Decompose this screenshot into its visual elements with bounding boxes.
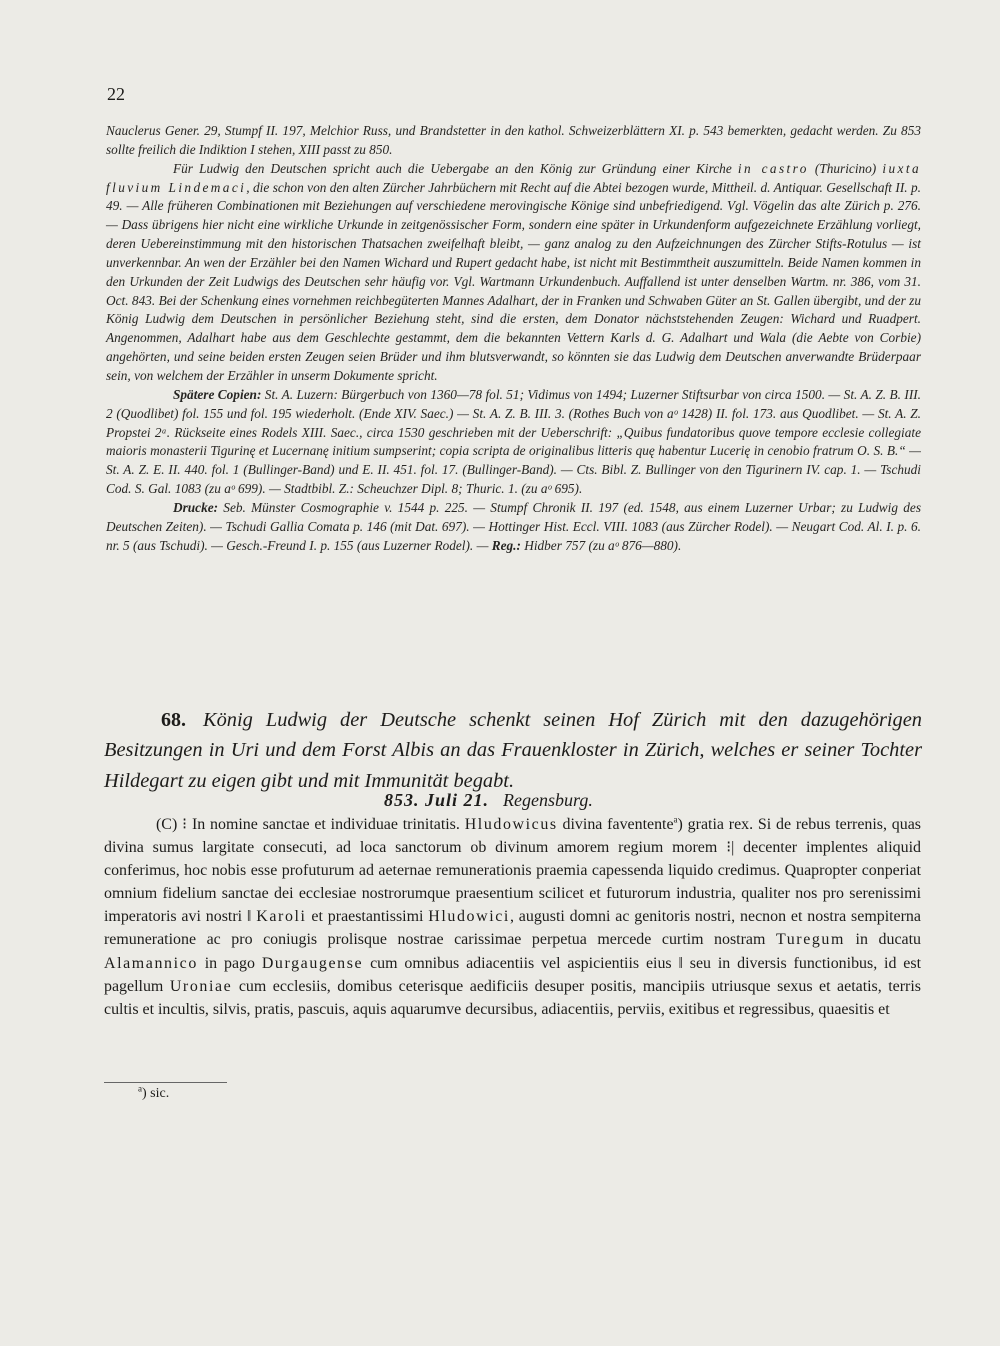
dateline	[384, 790, 784, 811]
charter-text	[104, 813, 921, 1021]
prints-text: Seb. Münster Cosmographie v. 1544 p. 225. — Stumpf Chronik II. 197 (ed. 1548, aus einem Luzerner Urbar; zu Ludwig des Deutschen Zeiten). — Tschudi Gallia Comata p. 146 (mit Dat. 697). — Hottinger Hist. Eccl. VIII. 1083 (aus Zürcher Rodel). — Neugart Cod. Al. I. p. 6. nr. 5 (aus Tschudi). — Gesch.-Freund I. p. 155 (aus Luzerner Rodel). —	[106, 499, 921, 553]
regest-text: Hidber 757 (zu aᵒ 876—880).	[520, 537, 682, 553]
charter-name: Hludowici	[428, 908, 510, 926]
charter-place-name: Uroniae	[169, 977, 233, 995]
charter-segment: ) gratia rex. Si de rebus terrenis, quas divina sumus largitate consecuti, ad loca sanctorum ob divinum amorem regium morem ⁝| decenter implentes aliquid conferimus, hoc nobis esse profuturum ad aeternae remunerationis praemia capessenda liquido credimus. Quapropter conperiat omnium fidelium sanctae dei ecclesiae nostrorumque praesentium scilicet et futurorum industria, qualiter nos pro serenissimi imperatoris avi nostri ‖	[104, 816, 922, 926]
charter-segment: , augusti domni ac genitoris nostri, necnon et nostra sempiterna remuneratione ac pro coniugis prolisque nostrae carissimae perpetua mercede curtim nostram	[104, 908, 921, 949]
charter-name: Hludowicus	[464, 816, 558, 833]
footnote-divider	[104, 1082, 227, 1083]
commentary-text: (Thuricino)	[808, 160, 883, 176]
page-number: 22	[107, 84, 125, 104]
charter-name: Karoli	[256, 908, 307, 926]
commentary-paragraph-1: Nauclerus Gener. 29, Stumpf II. 197, Melchior Russ, und Brandstetter in den kathol. Schweizerblättern XI. p. 543 bemerkten, gedacht werden. Zu 853 sollte freilich die Indiktion I stehen, XIII passt zu 850.	[106, 123, 921, 157]
later-copies-text: St. A. Luzern: Bürgerbuch von 1360—78 fol. 51; Vidimus von 1494; Luzerner Stiftsurbar von circa 1500. — St. A. Z. B. III. 2 (Quodlibet) fol. 155 und fol. 195 wiederholt. (Ende XIV. Saec.) — St. A. Z. B. III. 3. (Rothes Buch von aᵒ 1428) II. fol. 173. aus Quodlibet. — St. A. Z. Propstei 2ᵃ. Rückseite eines Rodels XIII. Saec., circa 1530 geschrieben mit der Ueberschrift: „Quibus fundatoribus quove tempore ecclesie collegiate maioris monasterii Tigurinę et Lucernanę initium sumpserint; copia scripta de originalibus litteris quę habentur Lucerię in cenobio fratrum O. S. B.“ — St. A. Z. E. II. 440. fol. 1 (Bullinger-Band) und E. II. 451. fol. 17. (Bullinger-Band). — Cts. Bibl. Z. Bullinger von den Tigurinern IV. cap. 1. — Tschudi Cod. S. Gal. 1083 (zu aᵒ 699). — Stadtbibl. Z.: Scheuchzer Dipl. 8; Thuric. 1. (zu aᵒ 695).	[106, 386, 921, 497]
footnote-reference: a	[673, 814, 678, 825]
commentary-spaced-text: in castro	[737, 160, 809, 176]
commentary-text: , die schon von den alten Zürcher Jahrbüchern mit Recht auf die Abtei bezogen wurde, Mittheil. d. Antiquar. Gesellschaft II. p. 49. — Alle früheren Combinationen mit Beziehungen auf verschiedene merovingische Könige sind unbefriedigend. Vgl. Vögelin das alte Zürich p. 276. — Dass übrigens hier nicht eine wirkliche Urkunde in zeitgenössischer Form, sondern eine später in Urkundenform aufgezeichnete Erzählung vorliegt, deren Uebereinstimmung mit den historischen Thatsachen zweifelhaft bleibt, — ganz analog zu den Aufzeichnungen des Zürcher Stifts-Rotulus — ist unverkennbar. An wen der Erzähler bei den Namen Wichard und Rupert gedacht habe, ist nicht mit Bestimmtheit auszumitteln. Beide Namen kommen in den Urkunden der Zeit Ludwigs des Deutschen sehr häufig vor. Vgl. Wartmann Urkundenbuch. Auffallend ist unter denselben Wartm. nr. 386, vom 31. Oct. 843. Bei der Schenkung eines vornehmen reichbegüterten Mannes Adalhart, der in Franken und Schwaben Güter an St. Gallen übergibt, und der zu König Ludwig dem Deutschen in persönlicher Beziehung steht, sind die ersten, dem Donator nächststehenden Zeugen: Wichard und Ruadpert. Angenommen, Adalhart habe aus dem Geschlechte gestammt, dem die bekannten Vettern Karls d. G. Adalhart und Wala (die Aebte von Corbie) angehörten, und seine beiden ersten Zeugen seien Brüder und ihm blutsverwandt, so könnten sie das Ludwig dem Deutschen anverwandte Brüderpaar sein, von welchem der Erzähler in unserm Dokumente spricht.	[106, 179, 921, 383]
commentary-text: Für Ludwig den Deutschen spricht auch die Uebergabe an den König zur Gründung einer Kirche	[173, 160, 738, 176]
charter-segment: (C) ⁝ In nomine sanctae et individuae trinitatis.	[156, 816, 465, 833]
document-heading	[104, 705, 922, 796]
charter-place-name: Alamannico	[104, 954, 198, 972]
charter-segment: cum ecclesiis, domibus ceterisque aedificiis desuper positis, mancipiis utriusque sexus et aetatis, terris cultis et incultis, silvis, pratis, pascuis, aquis aquarumve decursibus, adiacentiis, perviis, exitibus et regressibus, quaesitis et	[104, 977, 921, 1018]
commentary-notes	[106, 122, 921, 555]
footnote-text: ) sic.	[142, 1086, 170, 1101]
footnote	[138, 1083, 170, 1102]
commentary-spaced-text: iuxta fluvium Lindemaci	[106, 160, 921, 195]
document-title: König Ludwig der Deutsche schenkt seinen Hof Zürich mit den dazugehörigen Besitzungen in Uri und dem Forst Albis an das Frauenkloster in Zürich, welches er seiner Tochter Hildegart zu eigen gibt und mit Immunität begabt.	[104, 709, 922, 792]
document-date: 853. Juli 21.	[384, 790, 490, 810]
commentary-paragraph-2	[106, 160, 921, 386]
later-copies-paragraph	[106, 386, 921, 499]
regest-label: Reg.:	[491, 537, 521, 553]
charter-segment: divina faventente	[557, 816, 674, 833]
footnote-mark: a	[138, 1083, 142, 1094]
charter-segment: in ducatu	[845, 931, 921, 949]
charter-place-name: Turegum	[775, 931, 845, 949]
charter-segment: in pago	[197, 954, 262, 972]
document-number: 68.	[161, 709, 186, 731]
charter-place-name: Durgaugense	[261, 954, 364, 972]
document-place: Regensburg.	[503, 790, 593, 810]
later-copies-label: Spätere Copien:	[173, 386, 262, 402]
prints-paragraph	[106, 499, 921, 556]
charter-segment: et praestantissimi	[306, 908, 429, 926]
prints-label: Drucke:	[173, 499, 219, 515]
charter-segment: cum omnibus adiacentiis vel aspicientiis eius ‖ seu in diversis functionibus, id est pagellum	[104, 954, 921, 995]
charter-paragraph	[104, 813, 921, 1021]
